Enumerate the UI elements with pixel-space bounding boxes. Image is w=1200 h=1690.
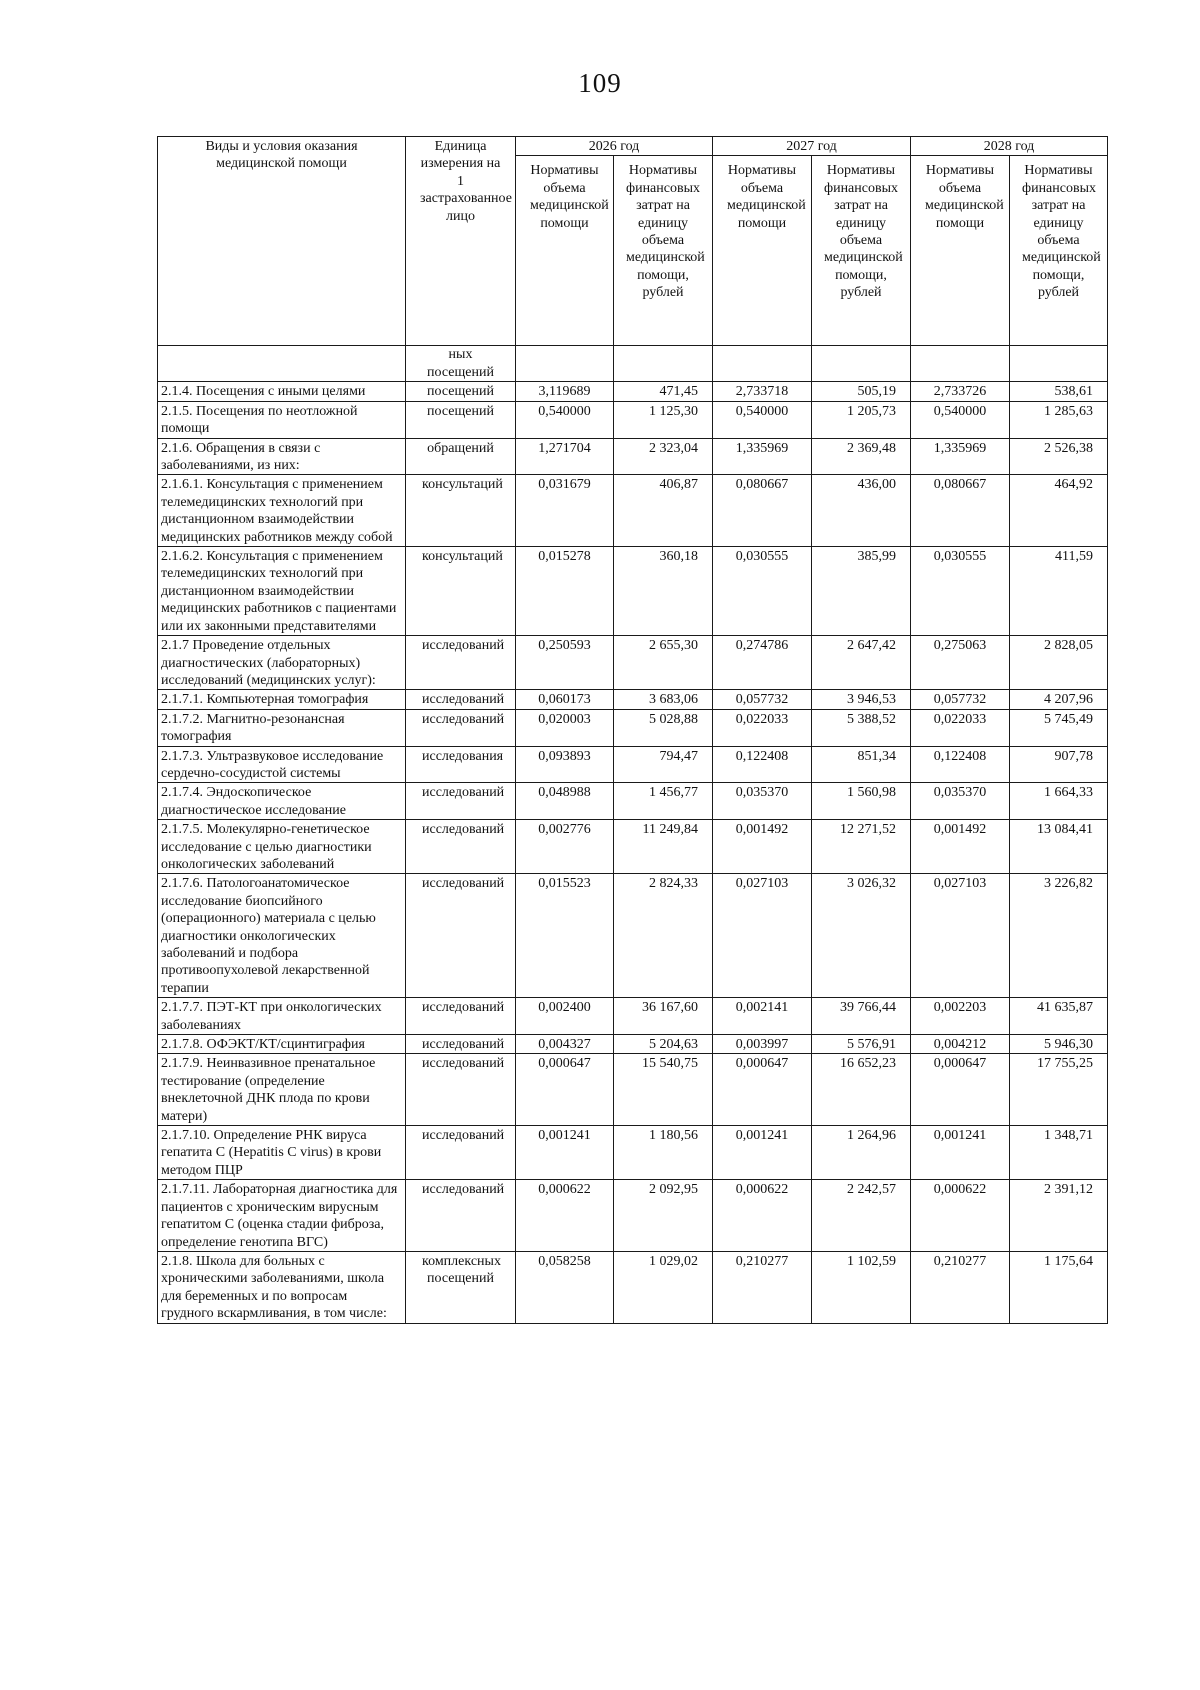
row-volume-2027: 0,001241	[713, 1126, 812, 1180]
row-cost-2026: 36 167,60	[614, 998, 713, 1035]
row-volume-2026: 0,020003	[516, 709, 614, 746]
row-volume-2026: 0,031679	[516, 475, 614, 547]
row-unit: исследований	[406, 1180, 516, 1252]
row-volume-2028: 0,080667	[911, 475, 1010, 547]
row-unit: исследований	[406, 820, 516, 874]
row-kind: 2.1.7.8. ОФЭКТ/КТ/сцинтиграфия	[158, 1035, 406, 1054]
row-cost-2026: 15 540,75	[614, 1054, 713, 1126]
row-cost-2028: 1 664,33	[1010, 783, 1108, 820]
table-row	[158, 1035, 1108, 1054]
row-cost-2027: 3 946,53	[812, 690, 911, 709]
row-volume-2027: 0,540000	[713, 401, 812, 438]
row-cost-2026: 2 092,95	[614, 1180, 713, 1252]
header-row-years	[158, 137, 1108, 156]
row-cost-2028: 3 226,82	[1010, 874, 1108, 998]
row-cost-2028: 1 175,64	[1010, 1251, 1108, 1323]
row-cost-2027: 2 242,57	[812, 1180, 911, 1252]
page-number: 109	[578, 68, 622, 98]
row-cost-2028: 41 635,87	[1010, 998, 1108, 1035]
row-volume-2026: 0,002400	[516, 998, 614, 1035]
row-cost-2027: 5 576,91	[812, 1035, 911, 1054]
header-year-2028: 2028 год	[911, 137, 1108, 156]
row-kind: 2.1.5. Посещения по неотложной помощи	[158, 401, 406, 438]
table-row	[158, 1251, 1108, 1323]
row-cost-2028: 1 285,63	[1010, 401, 1108, 438]
row-cost-2028: 17 755,25	[1010, 1054, 1108, 1126]
header-cost-2026: Нормативы финансовых затрат на единицу объема медицинской помощи, рублей	[614, 156, 713, 346]
row-kind: 2.1.4. Посещения с иными целями	[158, 382, 406, 401]
table-row	[158, 783, 1108, 820]
row-cost-2027: 1 205,73	[812, 401, 911, 438]
row-volume-2027: 0,057732	[713, 690, 812, 709]
row-volume-2026: 1,271704	[516, 438, 614, 475]
row-kind: 2.1.6. Обращения в связи с заболеваниями, из них:	[158, 438, 406, 475]
table-row	[158, 438, 1108, 475]
row-kind: 2.1.7.5. Молекулярно-генетическое исследование с целью диагностики онкологических заболеваний	[158, 820, 406, 874]
row-unit: исследований	[406, 709, 516, 746]
row-unit: исследований	[406, 1126, 516, 1180]
row-kind: 2.1.7.1. Компьютерная томография	[158, 690, 406, 709]
carry-kind	[158, 346, 406, 382]
row-volume-2027: 0,035370	[713, 783, 812, 820]
row-kind: 2.1.7.7. ПЭТ-КТ при онкологических заболеваниях	[158, 998, 406, 1035]
row-cost-2026: 794,47	[614, 746, 713, 783]
row-unit: исследований	[406, 636, 516, 690]
row-volume-2027: 0,027103	[713, 874, 812, 998]
header-year-2026: 2026 год	[516, 137, 713, 156]
row-unit: обращений	[406, 438, 516, 475]
row-volume-2028: 0,001492	[911, 820, 1010, 874]
row-cost-2026: 5 204,63	[614, 1035, 713, 1054]
table-row	[158, 998, 1108, 1035]
row-cost-2027: 5 388,52	[812, 709, 911, 746]
row-cost-2026: 1 029,02	[614, 1251, 713, 1323]
table-row	[158, 746, 1108, 783]
row-cost-2028: 5 745,49	[1010, 709, 1108, 746]
row-cost-2028: 411,59	[1010, 547, 1108, 636]
row-volume-2027: 0,000647	[713, 1054, 812, 1126]
row-cost-2027: 505,19	[812, 382, 911, 401]
row-cost-2028: 2 828,05	[1010, 636, 1108, 690]
row-kind: 2.1.6.1. Консультация с применением телемедицинских технологий при дистанционном взаимодействии медицинских работников между собой	[158, 475, 406, 547]
row-kind: 2.1.8. Школа для больных с хроническими заболеваниями, школа для беременных и по вопросам грудного вскармливания, в том числе:	[158, 1251, 406, 1323]
row-volume-2027: 0,022033	[713, 709, 812, 746]
row-volume-2028: 0,057732	[911, 690, 1010, 709]
row-volume-2028: 0,022033	[911, 709, 1010, 746]
row-volume-2027: 0,003997	[713, 1035, 812, 1054]
row-kind: 2.1.7 Проведение отдельных диагностических (лабораторных) исследований (медицинских услуг):	[158, 636, 406, 690]
row-volume-2027: 0,002141	[713, 998, 812, 1035]
row-cost-2027: 1 102,59	[812, 1251, 911, 1323]
normative-table	[157, 136, 1108, 1324]
row-volume-2028: 0,002203	[911, 998, 1010, 1035]
header-kind: Виды и условия оказания медицинской помощи	[158, 137, 406, 346]
row-volume-2026: 0,250593	[516, 636, 614, 690]
row-volume-2026: 0,004327	[516, 1035, 614, 1054]
row-volume-2028: 0,000622	[911, 1180, 1010, 1252]
row-volume-2026: 0,060173	[516, 690, 614, 709]
row-cost-2028: 538,61	[1010, 382, 1108, 401]
row-cost-2028: 1 348,71	[1010, 1126, 1108, 1180]
row-volume-2028: 0,004212	[911, 1035, 1010, 1054]
row-unit: исследований	[406, 998, 516, 1035]
row-kind: 2.1.7.6. Патологоанатомическое исследование биопсийного (операционного) материала с целью диагностики онкологических заболеваний и подбора противоопухолевой лекарственной терапии	[158, 874, 406, 998]
table-row	[158, 820, 1108, 874]
header-cost-2027: Нормативы финансовых затрат на единицу объема медицинской помощи, рублей	[812, 156, 911, 346]
row-kind: 2.1.7.4. Эндоскопическое диагностическое исследование	[158, 783, 406, 820]
row-volume-2026: 0,002776	[516, 820, 614, 874]
table-row	[158, 401, 1108, 438]
row-cost-2027: 3 026,32	[812, 874, 911, 998]
row-cost-2026: 2 323,04	[614, 438, 713, 475]
row-kind: 2.1.7.2. Магнитно-резонансная томография	[158, 709, 406, 746]
row-volume-2028: 0,027103	[911, 874, 1010, 998]
row-cost-2026: 2 655,30	[614, 636, 713, 690]
row-cost-2027: 12 271,52	[812, 820, 911, 874]
row-cost-2027: 39 766,44	[812, 998, 911, 1035]
row-volume-2028: 0,210277	[911, 1251, 1010, 1323]
row-volume-2026: 0,000622	[516, 1180, 614, 1252]
row-cost-2027: 2 369,48	[812, 438, 911, 475]
table-row	[158, 475, 1108, 547]
row-volume-2027: 0,122408	[713, 746, 812, 783]
carry-unit: ных посещений	[406, 346, 516, 382]
row-cost-2027: 385,99	[812, 547, 911, 636]
row-volume-2028: 2,733726	[911, 382, 1010, 401]
row-volume-2026: 0,000647	[516, 1054, 614, 1126]
row-cost-2026: 3 683,06	[614, 690, 713, 709]
row-cost-2028: 4 207,96	[1010, 690, 1108, 709]
table-row	[158, 1054, 1108, 1126]
header-unit: Единица измерения на 1 застрахованное лицо	[406, 137, 516, 346]
table-row	[158, 636, 1108, 690]
row-cost-2028: 907,78	[1010, 746, 1108, 783]
table-row	[158, 1126, 1108, 1180]
row-unit: исследований	[406, 783, 516, 820]
row-volume-2027: 1,335969	[713, 438, 812, 475]
row-cost-2027: 1 560,98	[812, 783, 911, 820]
row-cost-2026: 471,45	[614, 382, 713, 401]
row-unit: консультаций	[406, 547, 516, 636]
row-unit: консультаций	[406, 475, 516, 547]
row-volume-2027: 0,210277	[713, 1251, 812, 1323]
row-volume-2026: 0,048988	[516, 783, 614, 820]
table-row	[158, 547, 1108, 636]
row-cost-2026: 1 125,30	[614, 401, 713, 438]
row-volume-2027: 0,274786	[713, 636, 812, 690]
row-unit: исследований	[406, 1054, 516, 1126]
header-volume-2027: Нормативы объема медицинской помощи	[713, 156, 812, 346]
row-volume-2027: 0,030555	[713, 547, 812, 636]
row-unit: посещений	[406, 401, 516, 438]
row-volume-2026: 0,093893	[516, 746, 614, 783]
row-kind: 2.1.7.10. Определение РНК вируса гепатита С (Hepatitis C virus) в крови методом ПЦР	[158, 1126, 406, 1180]
row-volume-2027: 0,080667	[713, 475, 812, 547]
row-cost-2028: 2 391,12	[1010, 1180, 1108, 1252]
row-cost-2026: 406,87	[614, 475, 713, 547]
row-volume-2027: 0,000622	[713, 1180, 812, 1252]
row-volume-2028: 0,275063	[911, 636, 1010, 690]
row-volume-2028: 0,122408	[911, 746, 1010, 783]
row-cost-2026: 2 824,33	[614, 874, 713, 998]
row-kind: 2.1.7.3. Ультразвуковое исследование сердечно-сосудистой системы	[158, 746, 406, 783]
row-volume-2028: 0,540000	[911, 401, 1010, 438]
row-kind: 2.1.7.9. Неинвазивное пренатальное тестирование (определение внеклеточной ДНК плода по крови матери)	[158, 1054, 406, 1126]
row-volume-2027: 0,001492	[713, 820, 812, 874]
row-cost-2026: 1 456,77	[614, 783, 713, 820]
row-volume-2026: 0,058258	[516, 1251, 614, 1323]
row-volume-2028: 1,335969	[911, 438, 1010, 475]
table-row	[158, 382, 1108, 401]
table-row	[158, 709, 1108, 746]
row-unit: исследования	[406, 746, 516, 783]
row-volume-2026: 0,015278	[516, 547, 614, 636]
row-unit: комплексных посещений	[406, 1251, 516, 1323]
header-volume-2026: Нормативы объема медицинской помощи	[516, 156, 614, 346]
row-volume-2026: 0,001241	[516, 1126, 614, 1180]
row-cost-2026: 11 249,84	[614, 820, 713, 874]
row-cost-2027: 2 647,42	[812, 636, 911, 690]
row-cost-2027: 436,00	[812, 475, 911, 547]
row-kind: 2.1.7.11. Лабораторная диагностика для пациентов с хроническим вирусным гепатитом С (оценка стадии фиброза, определение генотипа ВГС)	[158, 1180, 406, 1252]
header-volume-2028: Нормативы объема медицинской помощи	[911, 156, 1010, 346]
row-volume-2028: 0,030555	[911, 547, 1010, 636]
row-volume-2027: 2,733718	[713, 382, 812, 401]
row-cost-2028: 5 946,30	[1010, 1035, 1108, 1054]
row-cost-2028: 13 084,41	[1010, 820, 1108, 874]
table-row	[158, 1180, 1108, 1252]
header-cost-2028: Нормативы финансовых затрат на единицу объема медицинской помощи, рублей	[1010, 156, 1108, 346]
row-cost-2028: 2 526,38	[1010, 438, 1108, 475]
header-year-2027: 2027 год	[713, 137, 911, 156]
row-unit: исследований	[406, 690, 516, 709]
row-kind: 2.1.6.2. Консультация с применением телемедицинских технологий при дистанционном взаимодействии медицинских работников с пациентами или их законными представителями	[158, 547, 406, 636]
row-volume-2026: 0,540000	[516, 401, 614, 438]
row-cost-2028: 464,92	[1010, 475, 1108, 547]
row-cost-2027: 1 264,96	[812, 1126, 911, 1180]
row-cost-2026: 5 028,88	[614, 709, 713, 746]
row-volume-2026: 0,015523	[516, 874, 614, 998]
table-row	[158, 690, 1108, 709]
row-volume-2028: 0,000647	[911, 1054, 1010, 1126]
row-unit: посещений	[406, 382, 516, 401]
row-volume-2028: 0,035370	[911, 783, 1010, 820]
row-cost-2026: 360,18	[614, 547, 713, 636]
row-cost-2026: 1 180,56	[614, 1126, 713, 1180]
row-cost-2027: 16 652,23	[812, 1054, 911, 1126]
row-unit: исследований	[406, 874, 516, 998]
carry-over-row	[158, 346, 1108, 382]
table-row	[158, 874, 1108, 998]
row-unit: исследований	[406, 1035, 516, 1054]
row-volume-2028: 0,001241	[911, 1126, 1010, 1180]
row-volume-2026: 3,119689	[516, 382, 614, 401]
row-cost-2027: 851,34	[812, 746, 911, 783]
